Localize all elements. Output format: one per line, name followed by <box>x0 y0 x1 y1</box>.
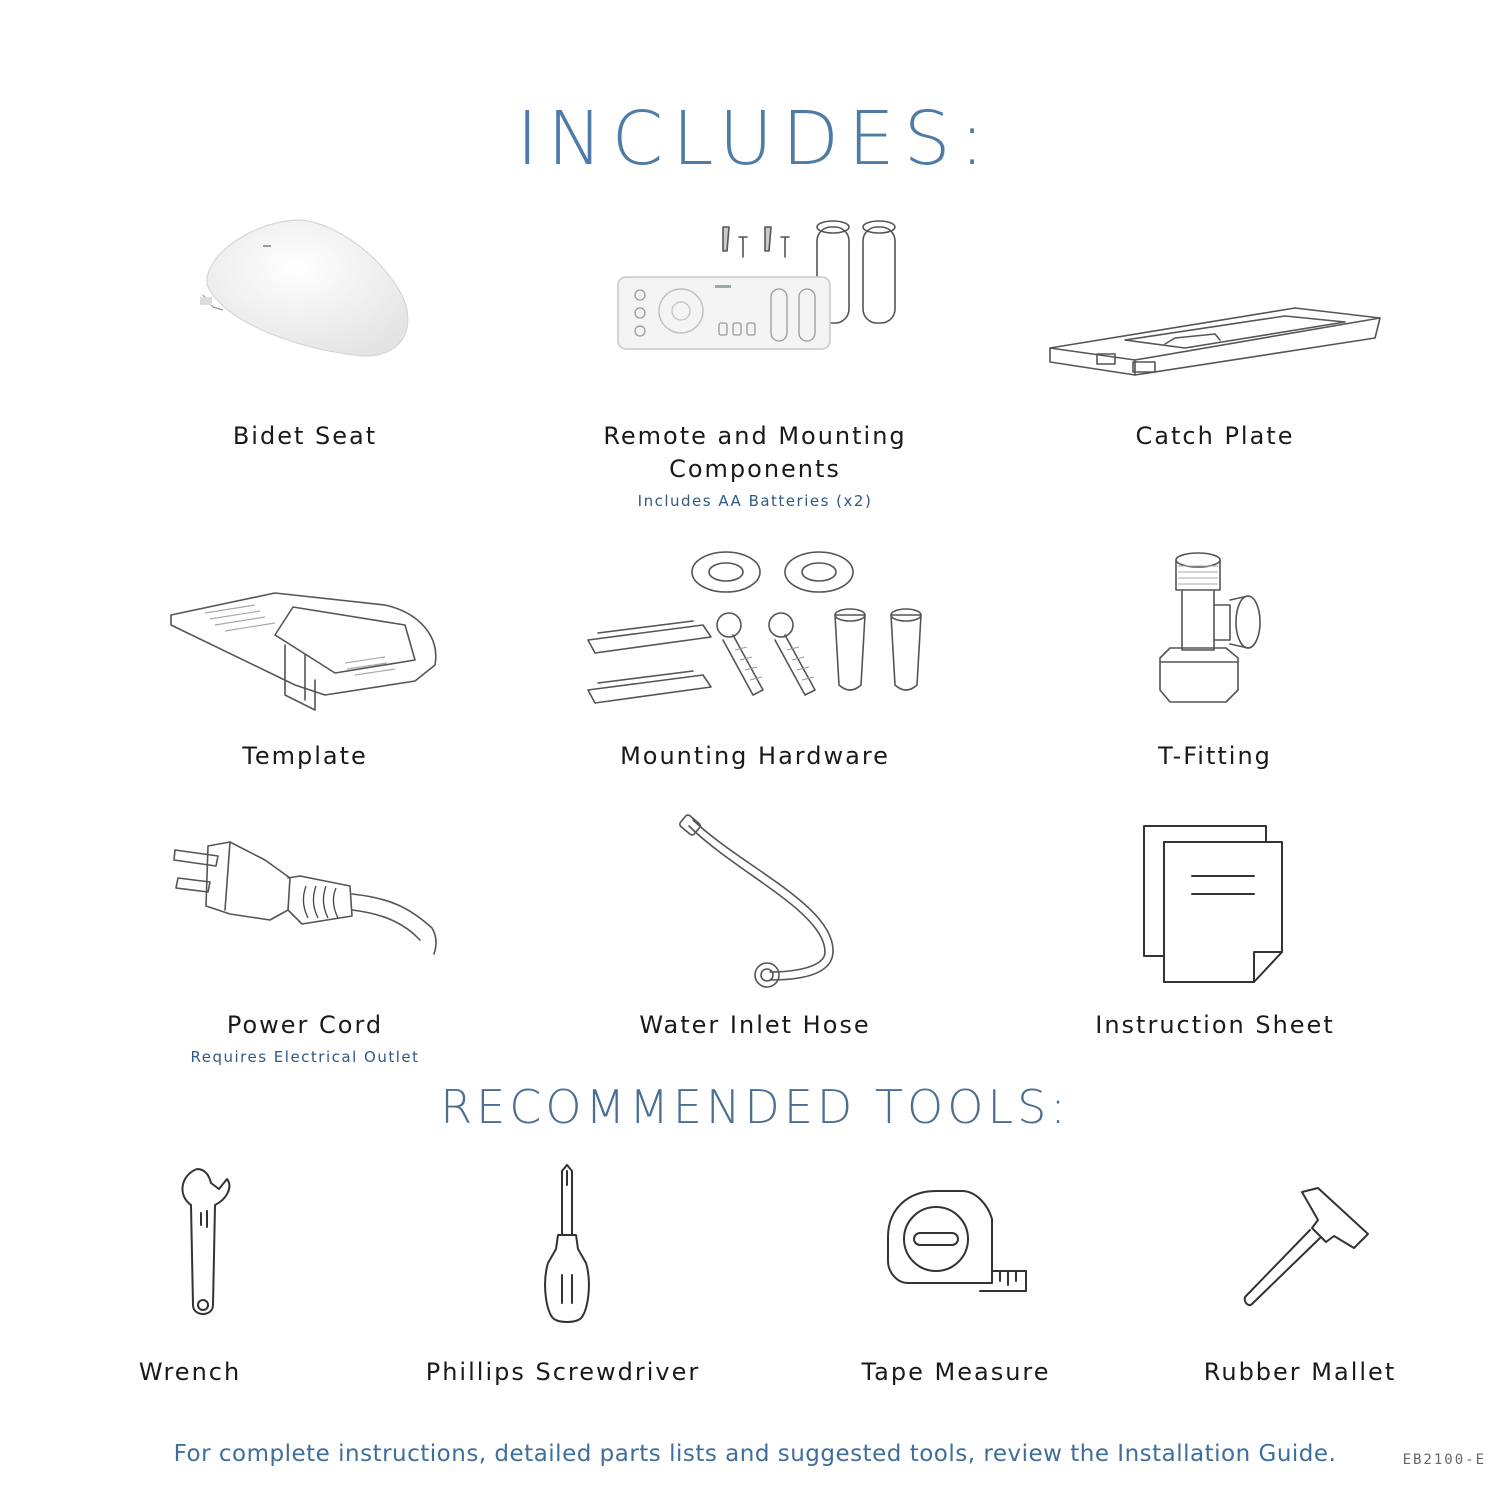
wrench-icon <box>175 1165 235 1325</box>
mallet-icon <box>1240 1188 1372 1312</box>
instruction-sheet-icon <box>1140 822 1290 987</box>
item-label: Water Inlet Hose <box>639 1011 871 1039</box>
item-note: Includes AA Batteries (x2) <box>637 492 873 510</box>
remote-icon <box>615 215 905 355</box>
includes-heading: INCLUDES: <box>516 96 994 182</box>
document-code: EB2100-E <box>1402 1452 1486 1468</box>
template-icon <box>165 585 445 715</box>
item-label: Template <box>242 742 368 770</box>
t-fitting-icon <box>1150 550 1275 710</box>
power-cord-icon <box>170 838 440 960</box>
bidet-seat-icon <box>195 215 415 360</box>
item-label: Bidet Seat <box>232 422 378 450</box>
tool-label: Wrench <box>138 1358 242 1386</box>
item-label: Power Cord <box>226 1011 384 1039</box>
screwdriver-icon <box>540 1163 595 1325</box>
mounting-hardware-icon <box>583 545 928 710</box>
item-label: T-Fitting <box>1158 742 1272 770</box>
tool-label: Rubber Mallet <box>1203 1358 1397 1386</box>
catch-plate-icon <box>1045 300 1385 385</box>
item-label: Remote and Mounting Components <box>603 422 907 483</box>
water-hose-icon <box>675 812 840 992</box>
footer-note: For complete instructions, detailed parts lists and suggested tools, review the Installation Guide. <box>173 1441 1337 1467</box>
item-note: Requires Electrical Outlet <box>190 1048 420 1066</box>
item-label: Instruction Sheet <box>1095 1011 1335 1039</box>
item-label: Catch Plate <box>1135 422 1295 450</box>
tool-label: Tape Measure <box>861 1358 1051 1386</box>
item-label: Mounting Hardware <box>620 742 890 770</box>
tape-measure-icon <box>884 1187 1034 1292</box>
tools-heading: RECOMMENDED TOOLS: <box>440 1080 1070 1134</box>
tool-label: Phillips Screwdriver <box>425 1358 701 1386</box>
